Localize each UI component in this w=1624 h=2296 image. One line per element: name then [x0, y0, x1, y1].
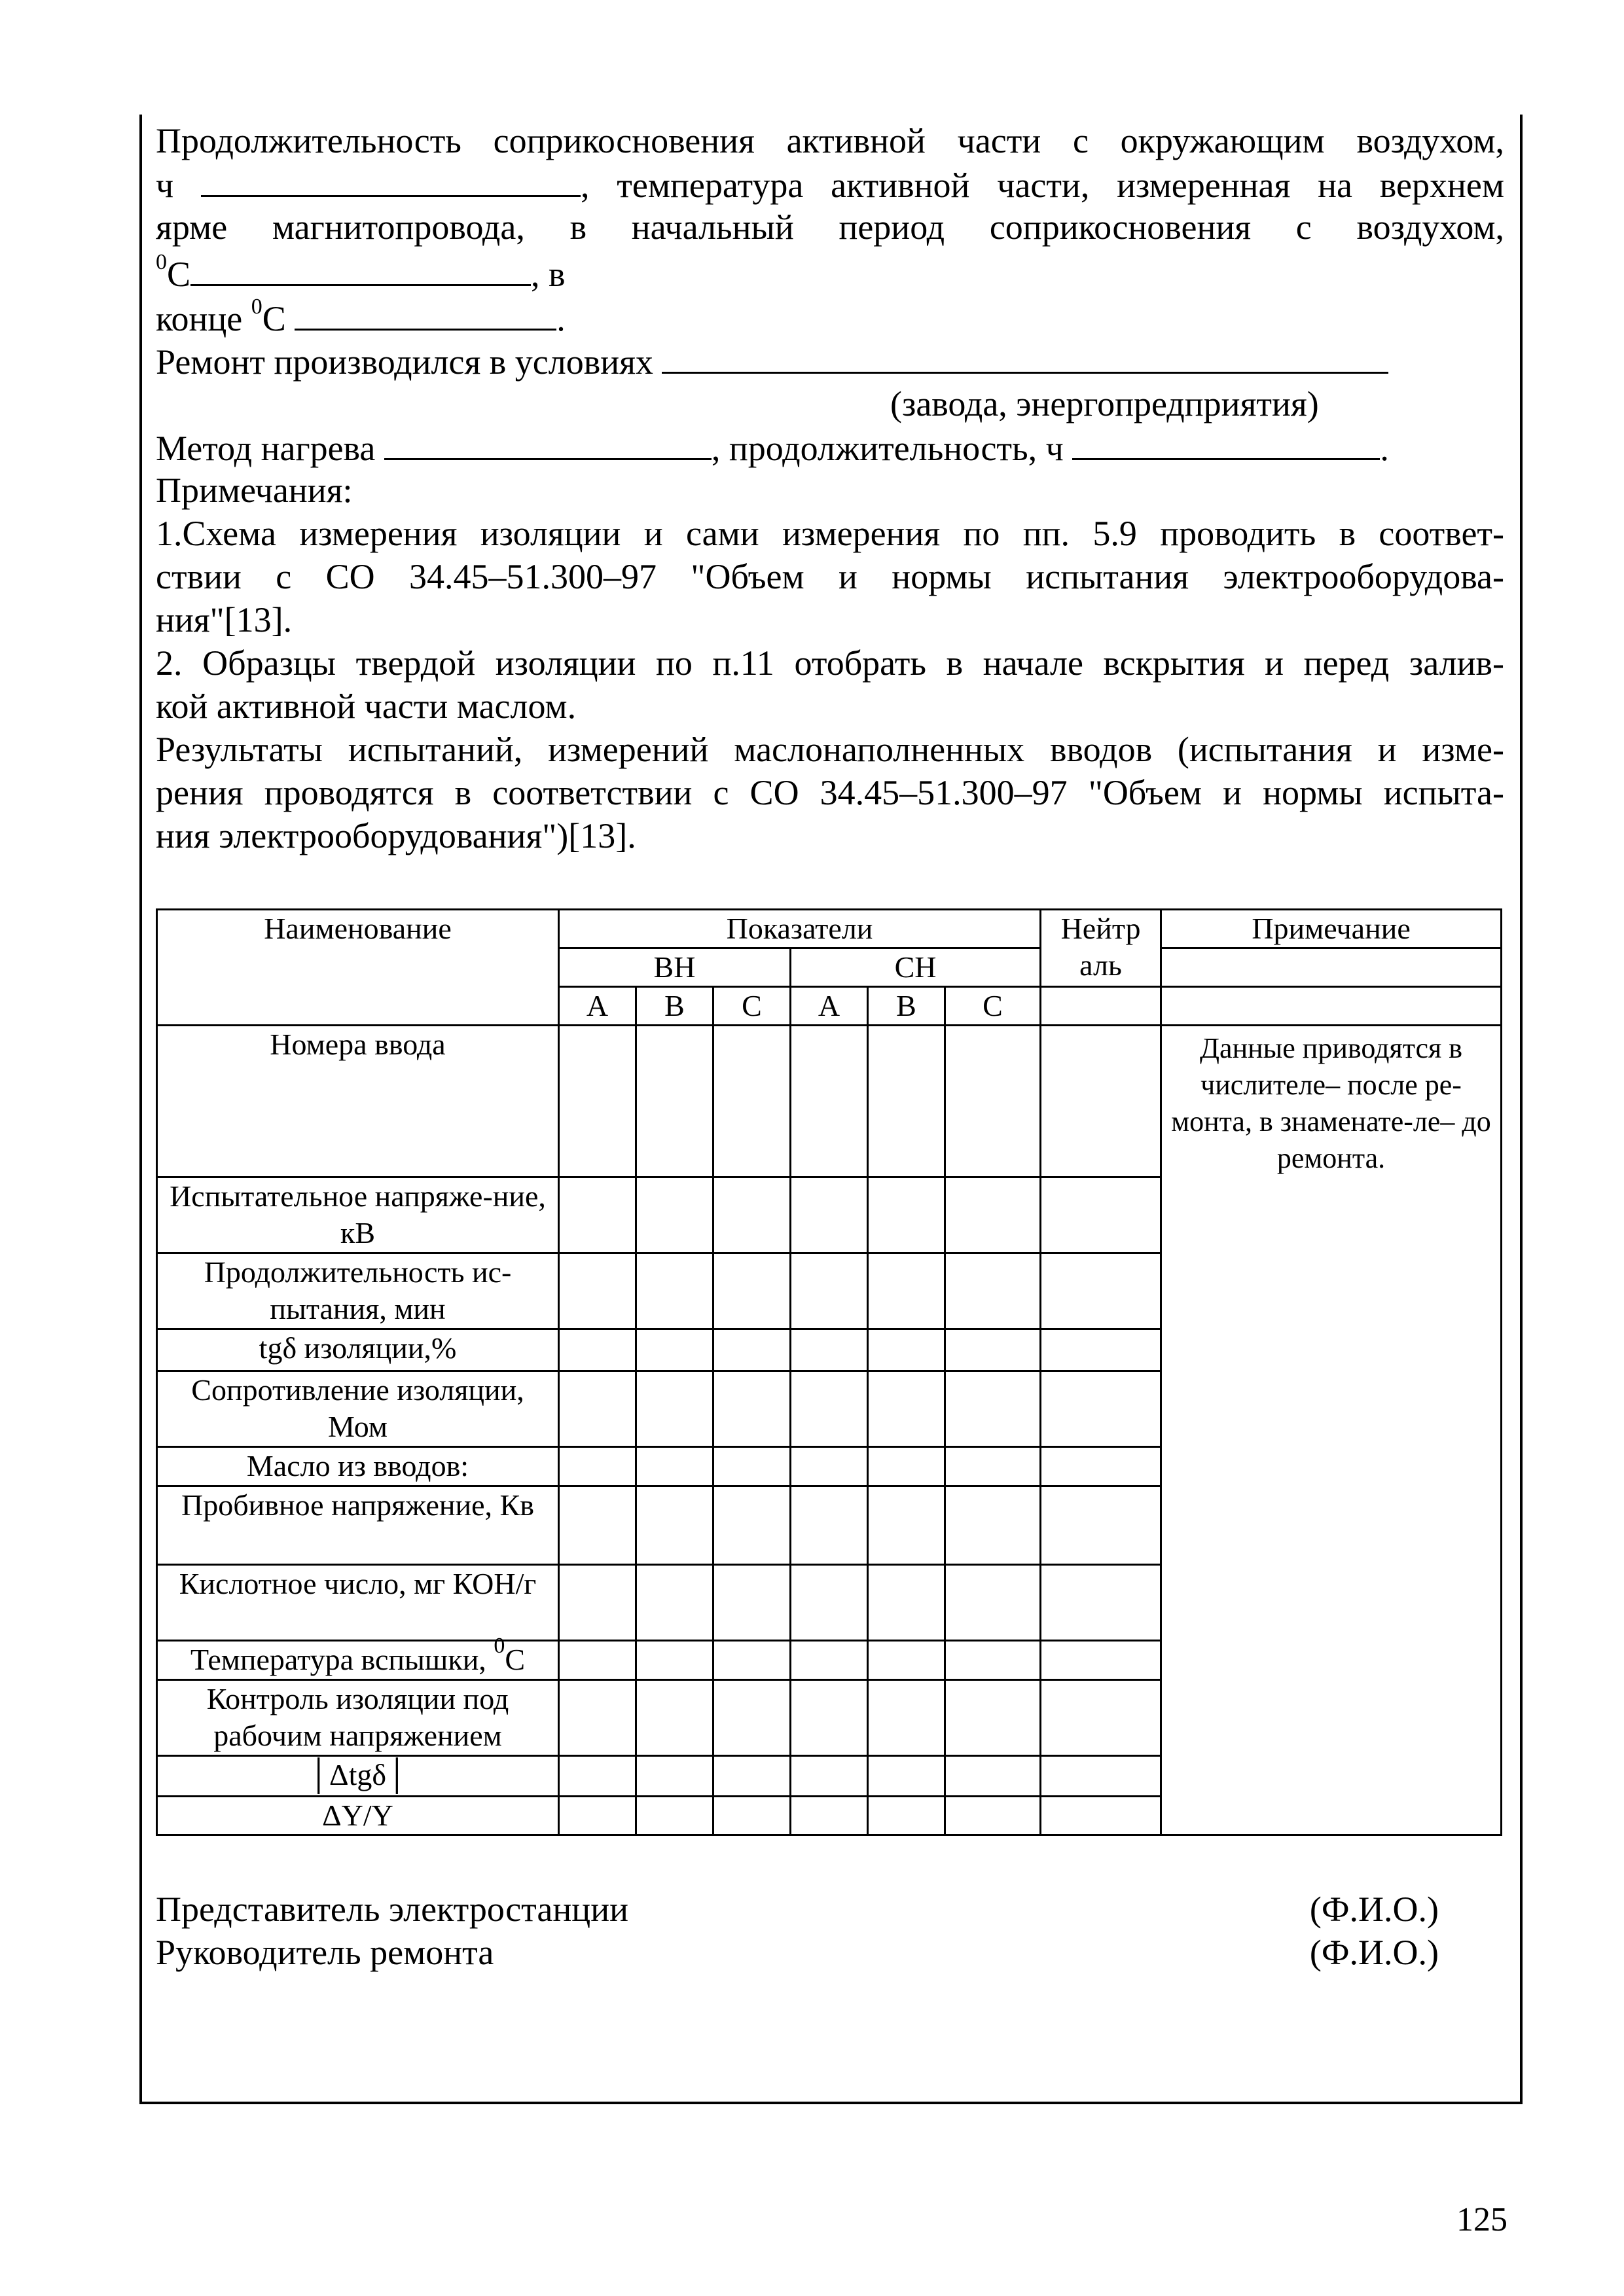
cell[interactable] [945, 1447, 1041, 1486]
header-note: Примечание [1161, 910, 1502, 948]
repair-conditions-caption: (завода, энергопредприятия) [890, 384, 1319, 423]
note-cell: Данные приводятся в числителе– после ре-монта, в знаменате-ле– до ремонта. [1161, 1026, 1502, 1835]
cell[interactable] [713, 1641, 791, 1680]
heating-method-field[interactable] [384, 425, 712, 460]
end-temp-field[interactable] [295, 296, 556, 331]
cell[interactable] [945, 1680, 1041, 1756]
cell[interactable] [791, 1371, 868, 1447]
cell[interactable] [868, 1371, 945, 1447]
cell[interactable] [559, 1447, 636, 1486]
results-line-1: Результаты испытаний, измерений маслонаполненных вводов (испытания и изме- [156, 730, 1504, 769]
bushings-test-table [156, 908, 1502, 1836]
cell[interactable] [1041, 1565, 1161, 1641]
cell[interactable] [945, 1641, 1041, 1680]
cell[interactable] [945, 1797, 1041, 1835]
cell[interactable] [868, 1177, 945, 1253]
row-label-delta-tgd: │Δtgδ│ [157, 1756, 559, 1797]
row-label-insulation-control: Контроль изоляции под рабочим напряжением [157, 1680, 559, 1756]
cell[interactable] [636, 1026, 713, 1177]
cell[interactable] [868, 1797, 945, 1835]
note-2-line-1: 2. Образцы твердой изоляции по п.11 отобрать в начале вскрытия и перед залив- [156, 643, 1504, 683]
intro-line-3: ярме магнитопровода, в начальный период соприкосновения с воздухом, [156, 207, 1504, 247]
cell[interactable] [868, 1641, 945, 1680]
cell[interactable] [1041, 1447, 1161, 1486]
row-label-oil-from-bushings: Масло из вводов: [157, 1447, 559, 1486]
cell[interactable] [868, 1486, 945, 1565]
cell[interactable] [945, 1026, 1041, 1177]
intro-line-8: Метод нагрева , продолжительность, ч . [156, 425, 1504, 470]
contact-hours-field[interactable] [201, 162, 581, 197]
repair-conditions-field[interactable] [662, 339, 1388, 374]
cell[interactable] [868, 1756, 945, 1797]
intro-line-4: $^0$С , в [156, 250, 566, 294]
heating-duration-field[interactable] [1072, 425, 1380, 460]
intro-line-2: ч , температура активной части, измеренная на верхнем [156, 162, 1504, 207]
cell[interactable] [636, 1447, 713, 1486]
page-number: 125 [1456, 2201, 1507, 2238]
cell[interactable] [636, 1329, 713, 1371]
header-vn: ВН [559, 948, 791, 987]
cell[interactable] [791, 1680, 868, 1756]
note-2-line-2: кой активной части маслом. [156, 687, 577, 726]
cell[interactable] [713, 1329, 791, 1371]
phase-sn-b: В [868, 987, 945, 1026]
cell[interactable] [945, 1253, 1041, 1329]
cell[interactable] [559, 1486, 636, 1565]
cell[interactable] [1041, 1680, 1161, 1756]
cell[interactable] [868, 1253, 945, 1329]
cell[interactable] [791, 1447, 868, 1486]
note-1-line-2: ствии с СО 34.45–51.300–97 "Объем и нормы испытания электрооборудова- [156, 557, 1504, 596]
header-note-blank [1161, 948, 1502, 987]
row-label-breakdown-voltage: Пробивное напряжение, Кв [157, 1486, 559, 1565]
phase-vn-c: С [713, 987, 791, 1026]
cell[interactable] [1041, 1026, 1161, 1177]
signature-representative-fio: (Ф.И.О.) [1309, 1890, 1439, 1929]
cell[interactable] [1041, 1371, 1161, 1447]
cell[interactable] [636, 1641, 713, 1680]
cell[interactable] [713, 1447, 791, 1486]
cell[interactable] [636, 1565, 713, 1641]
cell[interactable] [945, 1329, 1041, 1371]
results-line-3: ния электрооборудования")[13]. [156, 816, 636, 855]
notes-heading: Примечания: [156, 471, 353, 510]
row-label-test-voltage: Испытательное напряже-ние, кВ [157, 1177, 559, 1253]
cell[interactable] [559, 1797, 636, 1835]
cell[interactable] [1041, 1641, 1161, 1680]
cell[interactable] [868, 1329, 945, 1371]
phase-vn-a: А [559, 987, 636, 1026]
cell[interactable] [713, 1253, 791, 1329]
cell[interactable] [713, 1177, 791, 1253]
note-1-line-1: 1.Схема измерения изоляции и сами измерения по пп. 5.9 проводить в соответ- [156, 514, 1504, 553]
header-name: Наименование [157, 910, 559, 1026]
cell[interactable] [1041, 1756, 1161, 1797]
cell[interactable] [559, 1641, 636, 1680]
phase-sn-c: С [945, 987, 1041, 1026]
row-label-bushing-number: Номера ввода [157, 1026, 559, 1177]
cell[interactable] [868, 1026, 945, 1177]
cell[interactable] [559, 1371, 636, 1447]
cell[interactable] [559, 1177, 636, 1253]
cell[interactable] [945, 1756, 1041, 1797]
intro-line-6: Ремонт производился в условиях [156, 339, 1504, 384]
header-indicators: Показатели [559, 910, 1041, 948]
cell[interactable] [713, 1026, 791, 1177]
phase-vn-b: В [636, 987, 713, 1026]
row-label-insulation-resistance: Сопротивление изоляции, Мом [157, 1371, 559, 1447]
cell[interactable] [636, 1756, 713, 1797]
cell[interactable] [868, 1565, 945, 1641]
cell[interactable] [1041, 1486, 1161, 1565]
results-line-2: рения проводятся в соответствии с СО 34.45–51.300–97 "Объем и нормы испыта- [156, 773, 1504, 812]
cell[interactable] [1041, 1797, 1161, 1835]
cell[interactable] [713, 1797, 791, 1835]
cell[interactable] [791, 1026, 868, 1177]
cell[interactable] [791, 1253, 868, 1329]
cell[interactable] [559, 1565, 636, 1641]
cell[interactable] [791, 1177, 868, 1253]
intro-line-5: конце $^0$С . [156, 295, 566, 338]
signature-repair-head-fio: (Ф.И.О.) [1309, 1933, 1439, 1972]
cell[interactable] [868, 1447, 945, 1486]
cell[interactable] [713, 1565, 791, 1641]
cell[interactable] [1041, 1253, 1161, 1329]
cell[interactable] [713, 1680, 791, 1756]
cell[interactable] [868, 1680, 945, 1756]
cell[interactable] [713, 1756, 791, 1797]
phase-note-blank [1161, 987, 1502, 1026]
cell[interactable] [636, 1253, 713, 1329]
row-label-acid-number: Кислотное число, мг КОН/г [157, 1565, 559, 1641]
cell[interactable] [636, 1177, 713, 1253]
cell[interactable] [1041, 1177, 1161, 1253]
row-label-tgd: tgδ изоляции,% [157, 1329, 559, 1371]
cell[interactable] [636, 1486, 713, 1565]
cell[interactable] [713, 1371, 791, 1447]
signature-repair-head: Руководитель ремонта (Ф.И.О.) [156, 1931, 1439, 1974]
start-temp-field[interactable] [190, 251, 531, 286]
cell[interactable] [945, 1565, 1041, 1641]
row-label-test-duration: Продолжительность ис-пытания, мин [157, 1253, 559, 1329]
cell[interactable] [791, 1641, 868, 1680]
cell[interactable] [791, 1486, 868, 1565]
cell[interactable] [559, 1680, 636, 1756]
cell[interactable] [559, 1329, 636, 1371]
intro-line-1: Продолжительность соприкосновения активной части с окружающим воздухом, [156, 121, 1504, 160]
signature-representative: Представитель электростанции (Ф.И.О.) [156, 1888, 1439, 1931]
cell[interactable] [791, 1565, 868, 1641]
cell[interactable] [559, 1026, 636, 1177]
phase-neutral-blank [1041, 987, 1161, 1026]
cell[interactable] [636, 1797, 713, 1835]
phase-sn-a: А [791, 987, 868, 1026]
cell[interactable] [559, 1253, 636, 1329]
cell[interactable] [945, 1371, 1041, 1447]
row-label-flash-point: Температура вспышки, $^0$С [157, 1641, 559, 1680]
cell[interactable] [1041, 1329, 1161, 1371]
cell[interactable] [791, 1329, 868, 1371]
cell[interactable] [713, 1486, 791, 1565]
header-sn: СН [791, 948, 1041, 987]
table-row [157, 1026, 1502, 1177]
cell[interactable] [945, 1486, 1041, 1565]
cell[interactable] [559, 1756, 636, 1797]
note-1-line-3: ния"[13]. [156, 600, 293, 639]
cell[interactable] [791, 1756, 868, 1797]
header-neutral: Нейтр аль [1041, 910, 1161, 987]
cell[interactable] [791, 1797, 868, 1835]
cell[interactable] [636, 1371, 713, 1447]
cell[interactable] [636, 1680, 713, 1756]
cell[interactable] [945, 1177, 1041, 1253]
row-label-delta-y: ΔY/Y [157, 1797, 559, 1835]
